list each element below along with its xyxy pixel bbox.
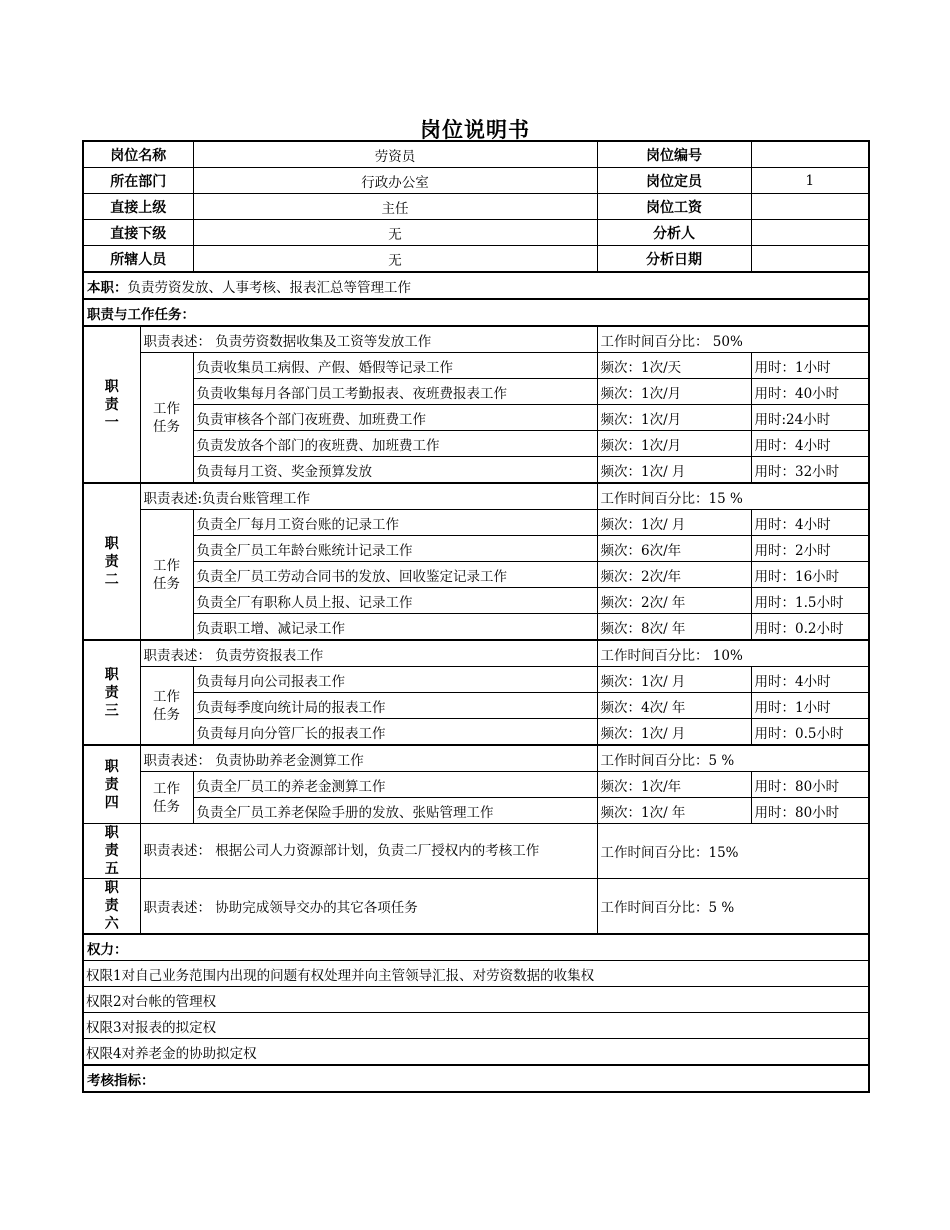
task-frequency: 频次：1次/月 xyxy=(597,405,751,431)
task-time: 用时：2小时 xyxy=(751,536,869,562)
duty-five-row xyxy=(83,824,869,879)
quanli-row xyxy=(83,987,869,1013)
task-text: 负责每月向公司报表工作 xyxy=(193,667,597,693)
task-text: 负责发放各个部门的夜班费、加班费工作 xyxy=(193,431,597,457)
task-frequency: 频次：8次/ 年 xyxy=(597,614,751,641)
duty-desc-row xyxy=(83,745,869,772)
duty-name: 职 责 三 xyxy=(83,640,140,745)
info-row xyxy=(83,246,869,273)
task-text: 负责审核各个部门夜班费、加班费工作 xyxy=(193,405,597,431)
info-value xyxy=(751,194,869,220)
duty-desc: 职责表述： 负责协助养老金测算工作 xyxy=(140,745,597,772)
info-value: 行政办公室 xyxy=(193,168,597,194)
task-time: 用时：4小时 xyxy=(751,431,869,457)
duties-header: 职责与工作任务： xyxy=(83,299,869,326)
info-value: 无 xyxy=(193,220,597,246)
task-row xyxy=(83,719,869,746)
benzhi-text: 负责劳资发放、人事考核、报表汇总等管理工作 xyxy=(127,279,411,296)
task-text: 负责全厂员工年龄台账统计记录工作 xyxy=(193,536,597,562)
quanli-item: 权限1对自己业务范围内出现的问题有权处理并向主管领导汇报、对劳资数据的收集权 xyxy=(83,961,869,987)
task-text: 负责职工增、减记录工作 xyxy=(193,614,597,641)
task-time: 用时：16小时 xyxy=(751,562,869,588)
page-title: 岗位说明书 xyxy=(420,118,530,142)
task-text: 负责每季度向统计局的报表工作 xyxy=(193,693,597,719)
task-time: 用时：1小时 xyxy=(751,693,869,719)
info-label: 分析人 xyxy=(597,220,751,246)
benzhi-row xyxy=(83,272,869,299)
duty-name: 职 责 二 xyxy=(83,483,140,640)
task-time: 用时：40小时 xyxy=(751,379,869,405)
quanli-item: 权限3对报表的拟定权 xyxy=(83,1013,869,1039)
task-frequency: 频次：1次/ 月 xyxy=(597,667,751,693)
task-time: 用时：32小时 xyxy=(751,457,869,484)
task-text: 负责每月工资、奖金预算发放 xyxy=(193,457,597,484)
kaohe-header-row xyxy=(83,1065,869,1092)
duties-header-row xyxy=(83,299,869,326)
duty-pct: 工作时间百分比： 10% xyxy=(597,640,869,667)
task-row xyxy=(83,588,869,614)
info-label: 所辖人员 xyxy=(83,246,193,273)
info-value: 无 xyxy=(193,246,597,273)
info-label: 岗位编号 xyxy=(597,141,751,168)
benzhi-label: 本职： xyxy=(87,279,128,296)
task-text: 负责全厂每月工资台账的记录工作 xyxy=(193,510,597,536)
info-value: 1 xyxy=(751,168,869,194)
duty-pct: 工作时间百分比：5 % xyxy=(597,745,869,772)
task-row xyxy=(83,614,869,641)
task-row xyxy=(83,667,869,693)
quanli-item: 权限2对台帐的管理权 xyxy=(83,987,869,1013)
task-time: 用时：4小时 xyxy=(751,667,869,693)
task-frequency: 频次：1次/ 月 xyxy=(597,510,751,536)
quanli-row xyxy=(83,961,869,987)
task-label: 工作 任务 xyxy=(140,353,193,484)
task-text: 负责收集每月各部门员工考勤报表、夜班费报表工作 xyxy=(193,379,597,405)
duty-five-name: 职 责 五 xyxy=(83,824,140,879)
task-text: 负责每月向分管厂长的报表工作 xyxy=(193,719,597,746)
duty-five-pct: 工作时间百分比：15% xyxy=(597,824,869,879)
info-label: 直接上级 xyxy=(83,194,193,220)
duty-desc-row xyxy=(83,640,869,667)
task-label: 工作 任务 xyxy=(140,772,193,824)
task-row xyxy=(83,379,869,405)
info-label: 岗位名称 xyxy=(83,141,193,168)
info-value: 劳资员 xyxy=(193,141,597,168)
task-frequency: 频次：2次/年 xyxy=(597,562,751,588)
job-description-sheet xyxy=(82,140,868,1093)
quanli-item: 权限4对养老金的协助拟定权 xyxy=(83,1039,869,1066)
task-frequency: 频次：1次/ 月 xyxy=(597,719,751,746)
task-time: 用时：0.5小时 xyxy=(751,719,869,746)
task-text: 负责收集员工病假、产假、婚假等记录工作 xyxy=(193,353,597,379)
task-text: 负责全厂员工劳动合同书的发放、回收鉴定记录工作 xyxy=(193,562,597,588)
info-label: 岗位工资 xyxy=(597,194,751,220)
duty-desc: 职责表述： 负责劳资数据收集及工资等发放工作 xyxy=(140,326,597,353)
task-frequency: 频次：1次/年 xyxy=(597,772,751,798)
quanli-header: 权力： xyxy=(83,934,869,961)
task-text: 负责全厂员工的养老金测算工作 xyxy=(193,772,597,798)
info-row xyxy=(83,220,869,246)
duty-name: 职 责 四 xyxy=(83,745,140,824)
info-label: 所在部门 xyxy=(83,168,193,194)
duty-six-pct: 工作时间百分比：5 % xyxy=(597,879,869,935)
info-value xyxy=(751,220,869,246)
task-row xyxy=(83,457,869,484)
duty-desc: 职责表述： 负责劳资报表工作 xyxy=(140,640,597,667)
task-row xyxy=(83,562,869,588)
task-time: 用时:24小时 xyxy=(751,405,869,431)
task-text: 负责全厂有职称人员上报、记录工作 xyxy=(193,588,597,614)
task-frequency: 频次：6次/年 xyxy=(597,536,751,562)
task-time: 用时：0.2小时 xyxy=(751,614,869,641)
task-time: 用时：1.5小时 xyxy=(751,588,869,614)
benzhi-cell xyxy=(83,272,869,299)
task-frequency: 频次：2次/ 年 xyxy=(597,588,751,614)
quanli-row xyxy=(83,1039,869,1066)
duty-five-desc: 职责表述： 根据公司人力资源部计划，负责二厂授权内的考核工作 xyxy=(140,824,597,879)
task-frequency: 频次：4次/ 年 xyxy=(597,693,751,719)
duty-pct: 工作时间百分比： 50% xyxy=(597,326,869,353)
duty-desc-row xyxy=(83,326,869,353)
task-frequency: 频次：1次/天 xyxy=(597,353,751,379)
info-label: 岗位定员 xyxy=(597,168,751,194)
task-frequency: 频次：1次/月 xyxy=(597,431,751,457)
task-row xyxy=(83,772,869,798)
task-time: 用时：4小时 xyxy=(751,510,869,536)
task-time: 用时：1小时 xyxy=(751,353,869,379)
info-row xyxy=(83,194,869,220)
info-label: 分析日期 xyxy=(597,246,751,273)
kaohe-header: 考核指标： xyxy=(83,1065,869,1092)
task-row xyxy=(83,510,869,536)
duty-six-row xyxy=(83,879,869,935)
duty-desc: 职责表述:负责台账管理工作 xyxy=(140,483,597,510)
task-row xyxy=(83,536,869,562)
task-text: 负责全厂员工养老保险手册的发放、张贴管理工作 xyxy=(193,798,597,824)
info-value xyxy=(751,141,869,168)
info-row xyxy=(83,168,869,194)
quanli-header-row xyxy=(83,934,869,961)
task-label: 工作 任务 xyxy=(140,667,193,746)
task-frequency: 频次：1次/月 xyxy=(597,379,751,405)
task-row xyxy=(83,431,869,457)
job-description-table xyxy=(82,140,870,1093)
task-frequency: 频次：1次/ 年 xyxy=(597,798,751,824)
duty-six-desc: 职责表述： 协助完成领导交办的其它各项任务 xyxy=(140,879,597,935)
duty-six-name: 职 责 六 xyxy=(83,879,140,935)
task-time: 用时：80小时 xyxy=(751,772,869,798)
task-label: 工作 任务 xyxy=(140,510,193,641)
task-row xyxy=(83,798,869,824)
duty-pct: 工作时间百分比：15 % xyxy=(597,483,869,510)
info-value: 主任 xyxy=(193,194,597,220)
duty-name: 职 责 一 xyxy=(83,326,140,483)
duty-desc-row xyxy=(83,483,869,510)
task-row xyxy=(83,353,869,379)
info-label: 直接下级 xyxy=(83,220,193,246)
info-row xyxy=(83,141,869,168)
task-row xyxy=(83,693,869,719)
quanli-row xyxy=(83,1013,869,1039)
task-row xyxy=(83,405,869,431)
info-value xyxy=(751,246,869,273)
task-time: 用时：80小时 xyxy=(751,798,869,824)
task-frequency: 频次：1次/ 月 xyxy=(597,457,751,484)
